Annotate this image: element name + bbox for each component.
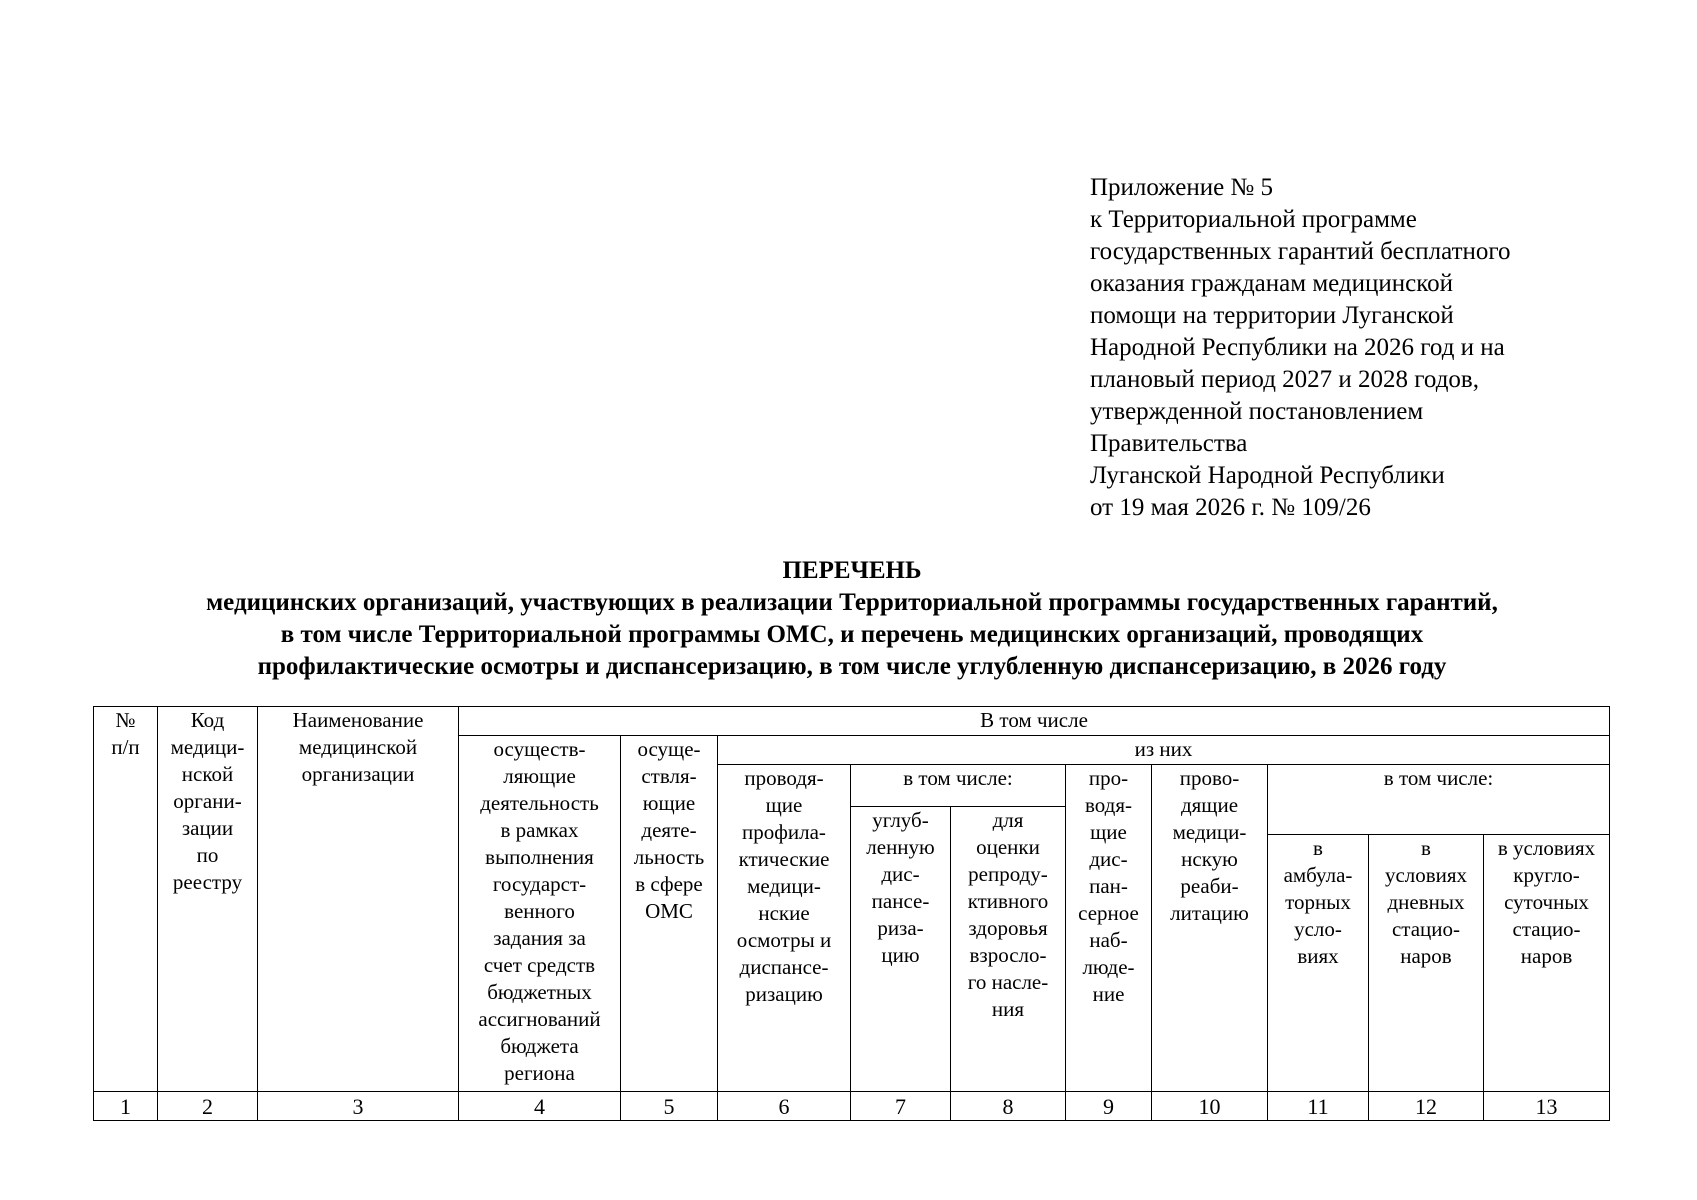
heading-subtitle-line: медицинских организаций, участвующих в реализации Территориальной программы государственных гарантий, — [206, 589, 1498, 616]
heading-title: ПЕРЕЧЕНЬ — [782, 557, 922, 584]
column-number: 3 — [258, 1092, 459, 1121]
column-number: 13 — [1484, 1092, 1610, 1121]
column-number: 11 — [1268, 1092, 1369, 1121]
header-including-a: в том числе: — [851, 765, 1066, 807]
column-number: 12 — [1369, 1092, 1484, 1121]
document-heading — [60, 555, 1644, 683]
appendix-line: помощи на территории Луганской — [1090, 302, 1454, 329]
header-state-assignment: осуществ- ляющие деятельность в рамках выполнения государст- венного задания за счет средств бюджетных ассигнований бюджета региона — [459, 736, 621, 1092]
header-round-clock-hospital: в условиях кругло- суточных стацио- наров — [1484, 835, 1610, 1092]
header-oms-activity: осуще- ствля- ющие деяте- льность в сфере ОМС — [621, 736, 718, 1092]
column-number: 4 — [459, 1092, 621, 1121]
column-number: 7 — [851, 1092, 951, 1121]
appendix-line: государственных гарантий бесплатного — [1090, 238, 1511, 265]
appendix-line: утвержденной постановлением — [1090, 398, 1424, 425]
header-day-hospital: в условиях дневных стацио- наров — [1369, 835, 1484, 1092]
organizations-table — [93, 706, 1610, 1121]
appendix-line: плановый период 2027 и 2028 годов, — [1090, 366, 1479, 393]
column-number: 10 — [1152, 1092, 1268, 1121]
appendix-note — [1090, 172, 1650, 524]
column-number: 2 — [158, 1092, 258, 1121]
column-number: 8 — [951, 1092, 1066, 1121]
appendix-line: Правительства — [1090, 430, 1248, 457]
column-number: 5 — [621, 1092, 718, 1121]
appendix-line: Народной Республики на 2026 год и на — [1090, 334, 1505, 361]
heading-subtitle-line: в том числе Территориальной программы ОМС, и перечень медицинских организаций, проводящих — [280, 621, 1424, 648]
header-preventive-exams: проводя- щие профила- ктические медици- нские осмотры и диспансе- ризацию — [718, 765, 851, 1092]
appendix-line: оказания гражданам медицинской — [1090, 270, 1454, 297]
header-dispensary-observation: про- водя- щие дис- пан- серное наб- люде- ние — [1066, 765, 1152, 1092]
header-rehabilitation: прово- дящие медици- нскую реаби- литацию — [1152, 765, 1268, 1092]
header-of-them: из них — [718, 736, 1610, 765]
heading-subtitle-line: профилактические осмотры и диспансеризацию, в том числе углубленную диспансеризацию, в 2026 году — [257, 653, 1447, 680]
column-number: 9 — [1066, 1092, 1152, 1121]
header-including-b: в том числе: — [1268, 765, 1610, 835]
header-in-total: В том числе — [459, 707, 1610, 736]
header-in-depth-checkup: углуб- ленную дис- пансе- риза- цию — [851, 807, 951, 1092]
appendix-line: Луганской Народной Республики — [1090, 462, 1445, 489]
appendix-line: от 19 мая 2026 г. № 109/26 — [1090, 494, 1371, 521]
appendix-line: к Территориальной программе — [1090, 206, 1417, 233]
header-organization-name: Наименование медицинской организации — [258, 707, 459, 1092]
column-number: 6 — [718, 1092, 851, 1121]
header-number: № п/п — [94, 707, 158, 1092]
appendix-line: Приложение № 5 — [1090, 174, 1274, 201]
header-registry-code: Код медици- нской органи- зации по реестру — [158, 707, 258, 1092]
column-number: 1 — [94, 1092, 158, 1121]
header-reproductive-health: для оценки репроду- ктивного здоровья взросло- го насле- ния — [951, 807, 1066, 1092]
header-outpatient: в амбула- торных усло- виях — [1268, 835, 1369, 1092]
